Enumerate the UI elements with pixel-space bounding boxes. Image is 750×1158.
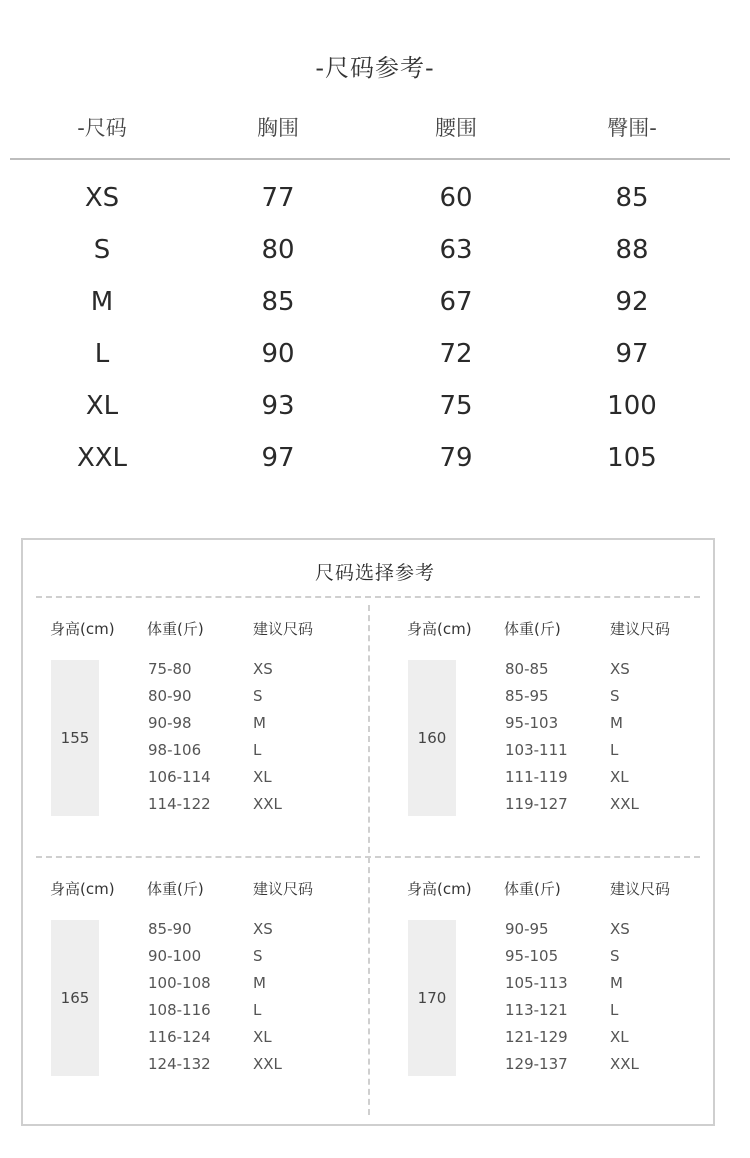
weight-range: 100-108 bbox=[148, 974, 211, 992]
height-value: 155 bbox=[51, 660, 99, 816]
guide-block-170 bbox=[407, 878, 727, 1108]
weight-range: 119-127 bbox=[505, 795, 568, 813]
col-height-label: 身高(cm) bbox=[50, 880, 115, 898]
weight-range: 95-103 bbox=[505, 714, 559, 732]
cell-bust: 85 bbox=[261, 287, 295, 317]
col-height-label: 身高(cm) bbox=[407, 620, 472, 638]
cell-bust: 90 bbox=[261, 339, 295, 369]
suggested-size: XL bbox=[253, 768, 272, 786]
weight-range: 105-113 bbox=[505, 974, 568, 992]
suggested-size: M bbox=[610, 714, 623, 732]
cell-hip: 100 bbox=[607, 391, 657, 421]
cell-size: L bbox=[94, 339, 110, 369]
suggested-size: XXL bbox=[253, 1055, 282, 1073]
suggested-size: L bbox=[610, 1001, 619, 1019]
weight-range: 90-98 bbox=[148, 714, 192, 732]
cell-bust: 97 bbox=[261, 443, 295, 473]
suggested-size: S bbox=[610, 947, 620, 965]
list-item bbox=[50, 687, 370, 714]
weight-range: 95-105 bbox=[505, 947, 559, 965]
list-item bbox=[50, 1055, 370, 1082]
list-item bbox=[50, 795, 370, 822]
list-item bbox=[407, 687, 727, 714]
suggested-size: S bbox=[253, 947, 263, 965]
guide-block-165 bbox=[50, 878, 370, 1108]
cell-waist: 63 bbox=[439, 235, 473, 265]
cell-size: XL bbox=[85, 391, 119, 421]
suggested-size: L bbox=[253, 1001, 262, 1019]
col-weight-label: 体重(斤) bbox=[147, 620, 204, 638]
weight-range: 113-121 bbox=[505, 1001, 568, 1019]
header-waist: 腰围 bbox=[435, 116, 477, 140]
cell-bust: 93 bbox=[261, 391, 295, 421]
table-row bbox=[0, 435, 750, 487]
cell-waist: 79 bbox=[439, 443, 473, 473]
weight-range: 98-106 bbox=[148, 741, 202, 759]
weight-range: 80-85 bbox=[505, 660, 549, 678]
table-row bbox=[0, 227, 750, 279]
list-item bbox=[50, 714, 370, 741]
suggested-size: M bbox=[253, 974, 266, 992]
list-item bbox=[50, 768, 370, 795]
guide-divider-top bbox=[36, 596, 700, 598]
table-row bbox=[0, 175, 750, 227]
list-item bbox=[407, 1028, 727, 1055]
weight-range: 75-80 bbox=[148, 660, 192, 678]
list-item bbox=[407, 1001, 727, 1028]
suggested-size: S bbox=[610, 687, 620, 705]
cell-size: XXL bbox=[76, 443, 128, 473]
col-weight-label: 体重(斤) bbox=[147, 880, 204, 898]
list-item bbox=[407, 1055, 727, 1082]
list-item bbox=[50, 947, 370, 974]
height-value: 170 bbox=[408, 920, 456, 1076]
suggested-size: XL bbox=[253, 1028, 272, 1046]
list-item bbox=[50, 660, 370, 687]
suggested-size: XS bbox=[253, 920, 273, 938]
cell-waist: 75 bbox=[439, 391, 473, 421]
col-size-label: 建议尺码 bbox=[253, 620, 314, 638]
weight-range: 85-90 bbox=[148, 920, 192, 938]
list-item bbox=[407, 714, 727, 741]
list-item bbox=[407, 920, 727, 947]
suggested-size: XXL bbox=[610, 795, 639, 813]
list-item bbox=[50, 1028, 370, 1055]
suggested-size: XS bbox=[610, 920, 630, 938]
list-item bbox=[50, 974, 370, 1001]
list-item bbox=[407, 947, 727, 974]
height-value: 165 bbox=[51, 920, 99, 1076]
list-item bbox=[50, 1001, 370, 1028]
suggested-size: XS bbox=[610, 660, 630, 678]
suggested-size: L bbox=[610, 741, 619, 759]
col-height-label: 身高(cm) bbox=[407, 880, 472, 898]
weight-range: 121-129 bbox=[505, 1028, 568, 1046]
size-guide-title: 尺码选择参考 bbox=[314, 562, 435, 584]
header-divider bbox=[10, 158, 730, 160]
cell-hip: 92 bbox=[615, 287, 649, 317]
header-size: -尺码 bbox=[77, 116, 127, 140]
list-item bbox=[407, 974, 727, 1001]
col-size-label: 建议尺码 bbox=[610, 880, 671, 898]
suggested-size: M bbox=[253, 714, 266, 732]
cell-hip: 85 bbox=[615, 183, 649, 213]
guide-block-160 bbox=[407, 618, 727, 848]
suggested-size: XXL bbox=[610, 1055, 639, 1073]
weight-range: 129-137 bbox=[505, 1055, 568, 1073]
size-reference-title: -尺码参考- bbox=[315, 54, 435, 82]
weight-range: 103-111 bbox=[505, 741, 568, 759]
cell-bust: 80 bbox=[261, 235, 295, 265]
col-size-label: 建议尺码 bbox=[253, 880, 314, 898]
list-item bbox=[50, 920, 370, 947]
cell-hip: 105 bbox=[607, 443, 657, 473]
size-table bbox=[0, 175, 750, 487]
weight-range: 85-95 bbox=[505, 687, 549, 705]
suggested-size: XS bbox=[253, 660, 273, 678]
weight-range: 124-132 bbox=[148, 1055, 211, 1073]
weight-range: 114-122 bbox=[148, 795, 211, 813]
list-item bbox=[50, 741, 370, 768]
cell-size: M bbox=[90, 287, 114, 317]
cell-size: S bbox=[93, 235, 111, 265]
cell-waist: 72 bbox=[439, 339, 473, 369]
cell-waist: 60 bbox=[439, 183, 473, 213]
weight-range: 108-116 bbox=[148, 1001, 211, 1019]
weight-range: 116-124 bbox=[148, 1028, 211, 1046]
suggested-size: S bbox=[253, 687, 263, 705]
weight-range: 111-119 bbox=[505, 768, 568, 786]
suggested-size: XL bbox=[610, 768, 629, 786]
suggested-size: L bbox=[253, 741, 262, 759]
cell-bust: 77 bbox=[261, 183, 295, 213]
header-bust: 胸围 bbox=[257, 116, 299, 140]
table-row bbox=[0, 331, 750, 383]
table-row bbox=[0, 279, 750, 331]
list-item bbox=[407, 795, 727, 822]
weight-range: 106-114 bbox=[148, 768, 211, 786]
weight-range: 90-100 bbox=[148, 947, 202, 965]
header-hip: 臀围- bbox=[607, 116, 657, 140]
size-table-header bbox=[0, 112, 750, 142]
cell-hip: 88 bbox=[615, 235, 649, 265]
col-size-label: 建议尺码 bbox=[610, 620, 671, 638]
list-item bbox=[407, 660, 727, 687]
height-value: 160 bbox=[408, 660, 456, 816]
weight-range: 90-95 bbox=[505, 920, 549, 938]
guide-block-155 bbox=[50, 618, 370, 848]
col-weight-label: 体重(斤) bbox=[504, 620, 561, 638]
col-weight-label: 体重(斤) bbox=[504, 880, 561, 898]
list-item bbox=[407, 741, 727, 768]
list-item bbox=[407, 768, 727, 795]
cell-size: XS bbox=[84, 183, 120, 213]
cell-hip: 97 bbox=[615, 339, 649, 369]
col-height-label: 身高(cm) bbox=[50, 620, 115, 638]
suggested-size: XXL bbox=[253, 795, 282, 813]
suggested-size: XL bbox=[610, 1028, 629, 1046]
weight-range: 80-90 bbox=[148, 687, 192, 705]
cell-waist: 67 bbox=[439, 287, 473, 317]
table-row bbox=[0, 383, 750, 435]
suggested-size: M bbox=[610, 974, 623, 992]
